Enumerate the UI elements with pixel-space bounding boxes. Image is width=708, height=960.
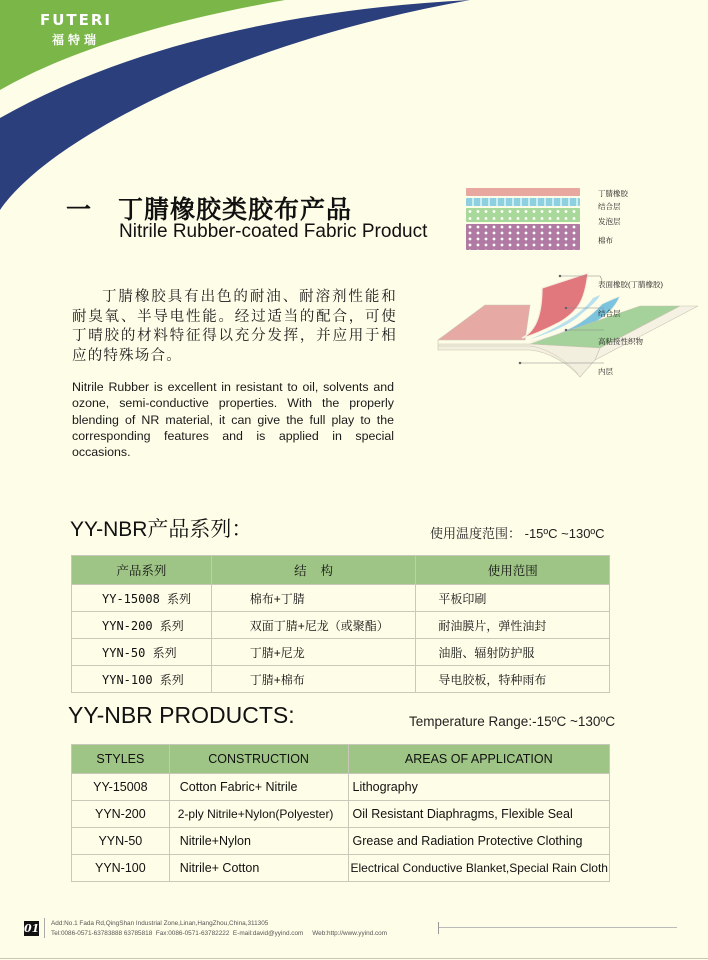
table-row [72,666,610,693]
cell-application: 平板印刷 [416,585,610,612]
table-row [72,585,610,612]
cell-application: 油脂、辐射防护服 [416,639,610,666]
layer-label: 棉布 [598,236,613,245]
temperature-range-cn: 使用温度范围： -15ºC ~130ºC [430,526,605,541]
column-header: AREAS OF APPLICATION [348,745,609,774]
table-row [72,774,610,801]
cell-structure: 双面丁腈+尼龙（或聚酯） [211,612,416,639]
cell-application: 导电胶板，特种雨布 [416,666,610,693]
layer-bonding [466,198,580,206]
column-header: STYLES [72,745,170,774]
cell-style: YYN-200 [72,801,170,828]
structure-diagram [430,270,708,380]
description-en: Nitrile Rubber is excellent in resistant to oil, solvents and ozone, semi-conductive properties. With the properly blending of NR material, it can give the full play to the corresponding features and is applied in special occasions. [72,380,394,460]
footer-rule [439,927,677,928]
layer-stack-illustration [466,188,580,252]
cell-style: YYN-50 [72,828,170,855]
cell-application: 耐油膜片，弹性油封 [416,612,610,639]
cell-construction: Nitrile+ Cotton [169,855,348,882]
footer-contact-line: Tel:0086-0571-63783888 63785818 Fax:0086-0571-63782222 E-mail:david@yyind.com Web:http://www.yyind.com [51,930,388,937]
logo-text-en: FUTERI [39,11,113,29]
footer-contact [51,919,387,939]
temperature-range-en: Temperature Range:-15ºC ~130ºC [409,714,616,729]
cell-style: YYN-100 [72,855,170,882]
description-cn: 丁腈橡胶具有出色的耐油、耐溶剂性能和耐臭氧、半导电性能。经过适当的配合，可使丁晴胶的材料特征得以充分发挥，并应用于相应的特殊场合。 [72,289,397,364]
cell-application: Lithography [348,774,609,801]
table-header-row [72,556,610,585]
diagram-label-bonding: 结合层 [598,309,621,318]
cell-series: YY-15008 系列 [72,585,212,612]
table-row [72,801,610,828]
section-title-en: Nitrile Rubber-coated Fabric Product [119,221,428,242]
cell-construction: 2-ply Nitrile+Nylon(Polyester) [169,801,348,828]
footer-address: Add:No.1 Fada Rd,QingShan Industrial Zone,Linan,HangZhou,China,311305 [51,920,269,927]
table-row [72,612,610,639]
product-table-en [71,744,610,882]
footer-rule-tick [438,922,439,934]
column-header: 产品系列 [72,556,212,585]
column-header: 使用范围 [416,556,610,585]
cell-application: Oil Resistant Diaphragms, Flexible Seal [348,801,609,828]
table-row [72,855,610,882]
column-header: CONSTRUCTION [169,745,348,774]
cell-construction: Nitrile+Nylon [169,828,348,855]
table-row [72,639,610,666]
diagram-label-surface: 表面橡胶(丁腈橡胶) [598,280,663,289]
company-logo [31,12,121,48]
cell-application: Grease and Radiation Protective Clothing [348,828,609,855]
cell-style: YY-15008 [72,774,170,801]
cell-structure: 丁腈+棉布 [211,666,416,693]
page-number: 01 [24,922,40,935]
cell-series: YYN-200 系列 [72,612,212,639]
layer-nitrile [466,188,580,196]
cell-construction: Cotton Fabric+ Nitrile [169,774,348,801]
page-bottom-rule [0,958,708,959]
section-number: 一 [66,195,93,224]
footer-divider [44,918,45,938]
series-title-cn: YY-NBR产品系列： [70,518,253,541]
cell-structure: 丁腈+尼龙 [211,639,416,666]
layer-foam [466,208,580,222]
series-title-en: YY-NBR PRODUCTS: [68,702,295,728]
logo-text-cn: 福特瑞 [51,33,100,47]
layer-label: 结合层 [598,202,621,211]
layer-label: 丁腈橡胶 [598,189,628,198]
cell-series: YYN-50 系列 [72,639,212,666]
diagram-label-inner: 内层 [598,367,613,376]
layer-label: 发泡层 [598,217,621,226]
cell-application: Electrical Conductive Blanket,Special Rain Cloth [348,855,609,882]
table-row [72,828,610,855]
section-title-text: 丁腈橡胶类胶布产品 [118,195,353,224]
cell-series: YYN-100 系列 [72,666,212,693]
cell-structure: 棉布+丁腈 [211,585,416,612]
layer-cotton [466,224,580,250]
table-header-row [72,745,610,774]
diagram-label-fabric: 高粘接性织物 [598,337,643,346]
column-header: 结 构 [211,556,416,585]
product-table-cn [71,555,610,693]
